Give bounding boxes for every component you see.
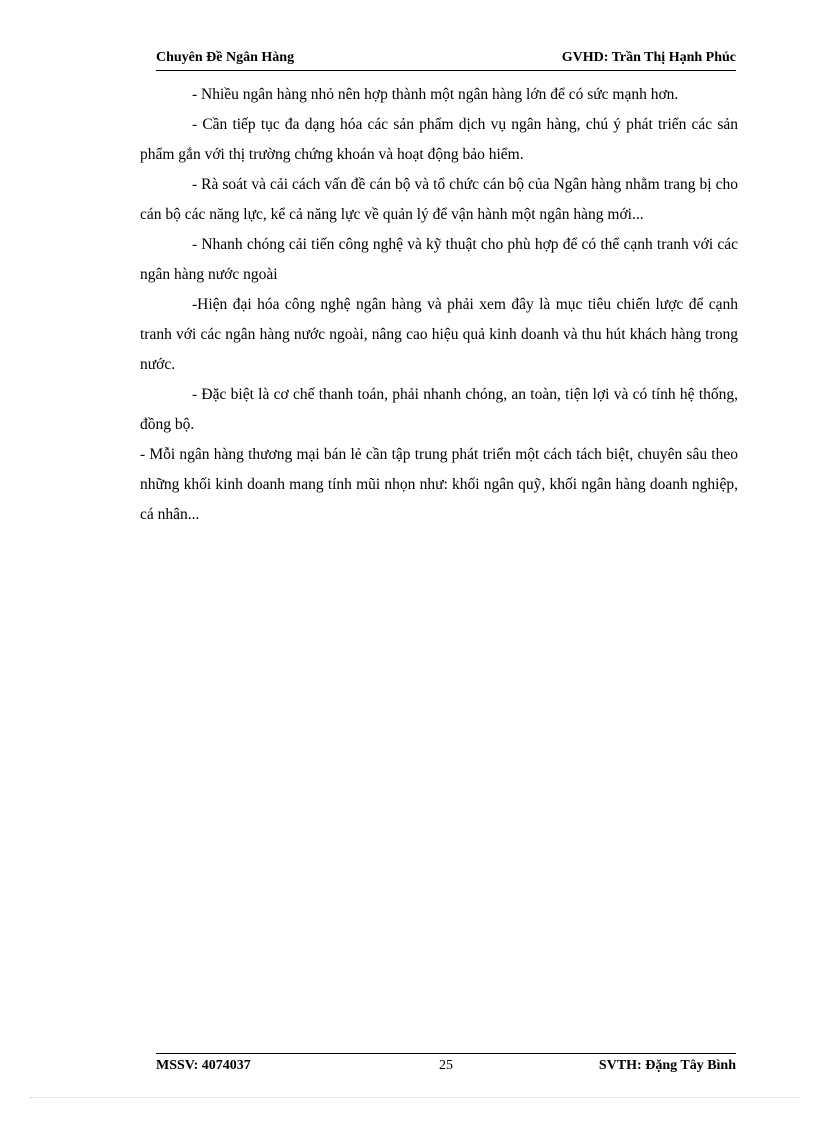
paragraph: - Rà soát và cải cách vấn đề cán bộ và tổ chức cán bộ của Ngân hàng nhằm trang bị cho cán bộ các năng lực, kể cả năng lực về quản lý để vận hành một ngân hàng mới... bbox=[140, 176, 738, 223]
paragraph: -Hiện đại hóa công nghệ ngân hàng và phải xem đây là mục tiêu chiến lược để cạnh tranh với các ngân hàng nước ngoài, nâng cao hiệu quả kinh doanh và thu hút khách hàng trong nước. bbox=[140, 296, 738, 373]
paragraph: - Cần tiếp tục đa dạng hóa các sản phẩm dịch vụ ngân hàng, chú ý phát triển các sản phẩm gắn với thị trường chứng khoán và hoạt động bảo hiểm. bbox=[140, 116, 738, 163]
paragraph: - Đặc biệt là cơ chế thanh toán, phải nhanh chóng, an toàn, tiện lợi và có tính hệ thống, đồng bộ. bbox=[140, 386, 738, 433]
page-header bbox=[156, 50, 736, 71]
header-topic: Chuyên Đề Ngân Hàng bbox=[156, 50, 295, 65]
page-edge-divider bbox=[30, 1097, 800, 1098]
header-advisor: GVHD: Trần Thị Hạnh Phúc bbox=[561, 50, 736, 65]
footer-student-name: SVTH: Đặng Tây Bình bbox=[598, 1058, 736, 1073]
footer-student-id: MSSV: 4074037 bbox=[156, 1058, 251, 1073]
page-number: 25 bbox=[439, 1058, 453, 1073]
document-body bbox=[140, 80, 738, 530]
paragraph: - Mỗi ngân hàng thương mại bán lẻ cần tập trung phát triển một cách tách biệt, chuyên sâu theo những khối kinh doanh mang tính mũi nhọn như: khối ngân quỹ, khối ngân hàng doanh nghiệp, cá nhân... bbox=[140, 446, 738, 523]
page-footer bbox=[156, 1053, 736, 1076]
paragraph: - Nhiều ngân hàng nhỏ nên hợp thành một ngân hàng lớn để có sức mạnh hơn. bbox=[192, 86, 679, 103]
paragraph: - Nhanh chóng cải tiến công nghệ và kỹ thuật cho phù hợp để có thể cạnh tranh với các ngân hàng nước ngoài bbox=[140, 236, 738, 283]
